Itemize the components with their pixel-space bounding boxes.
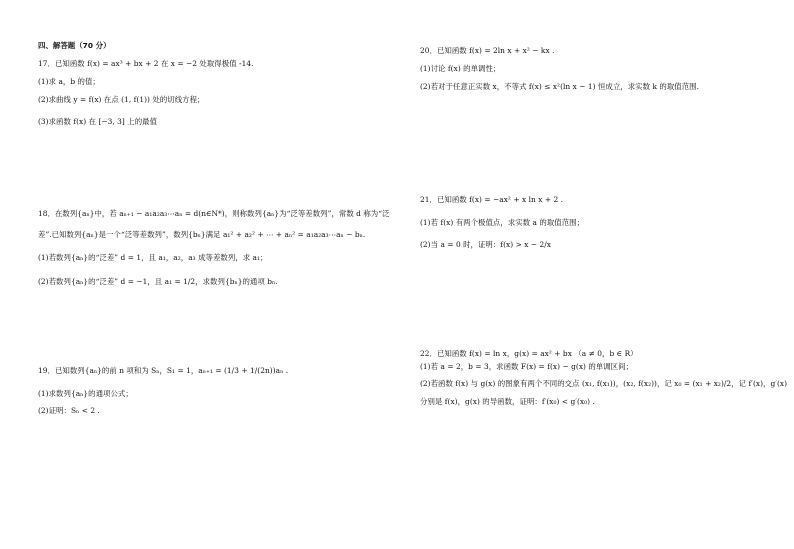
q17-part1: (1)求 a，b 的值； bbox=[38, 77, 100, 86]
q22-part1: (1)若 a = 2，b = 3，求函数 F(x) = f(x) − g(x) 的单调区间； bbox=[420, 362, 634, 371]
q18-stem-line2: 差”.已知数列{aₙ}是一个“泛等差数列”，数列{bₙ}满足 a₁² + a₂² + ⋯ + aₙ² = a₁a₂a₃⋯aₙ − bₙ. bbox=[38, 230, 366, 239]
q20-stem: 20．已知函数 f(x) = 2ln x + x² − kx . bbox=[420, 46, 555, 55]
section-heading: 四、解答题（70 分） bbox=[38, 41, 111, 50]
q17-stem: 17．已知函数 f(x) = ax³ + bx + 2 在 x = −2 处取得极值 -14. bbox=[38, 59, 254, 68]
q21-part2: (2)当 a = 0 时，证明：f(x) > x − 2/x bbox=[420, 240, 551, 249]
q17-part3: (3)求函数 f(x) 在 [−3, 3] 上的最值 bbox=[38, 117, 158, 126]
q17-part2: (2)求曲线 y = f(x) 在点 (1, f(1)) 处的切线方程； bbox=[38, 95, 205, 104]
q19-part1: (1)求数列{aₙ}的通项公式； bbox=[38, 389, 133, 398]
q18-part1: (1)若数列{aₙ}的“泛差” d = 1，且 a₁，a₂，a₃ 成等差数列，求 a₁； bbox=[38, 253, 268, 262]
q22-stem: 22．已知函数 f(x) = ln x，g(x) = ax² + bx （a ≠ 0，b ∈ R） bbox=[420, 349, 638, 358]
q19-stem: 19．已知数列{aₙ}的前 n 项和为 Sₙ，S₁ = 1，aₙ₊₁ = (1/3 + 1/(2n))aₙ . bbox=[38, 366, 289, 375]
q22-part2-line2: 分别是 f(x)，g(x) 的导函数，证明：f′(x₀) < g′(x₀) . bbox=[420, 397, 595, 406]
q18-stem-line1: 18．在数列{aₙ}中，若 aₙ₊₁ − a₁a₂a₃⋯aₙ = d(n∈N*)，则称数列{aₙ}为“泛等差数列”，常数 d 称为“泛 bbox=[38, 209, 390, 218]
q21-part1: (1)若 f(x) 有两个极值点，求实数 a 的取值范围； bbox=[420, 218, 585, 227]
q20-part1: (1)讨论 f(x) 的单调性； bbox=[420, 64, 501, 73]
q18-part2: (2)若数列{aₙ}的“泛差” d = −1，且 a₁ = 1/2，求数列{bₙ}的通项 bₙ. bbox=[38, 277, 278, 286]
q19-part2: (2)证明：Sₙ < 2 . bbox=[38, 406, 100, 415]
q21-stem: 21．已知函数 f(x) = −ax² + x ln x + 2 . bbox=[420, 195, 564, 204]
q20-part2: (2)若对于任意正实数 x，不等式 f(x) ≤ x²(ln x − 1) 恒成立，求实数 k 的取值范围. bbox=[420, 82, 699, 91]
q22-part2-line1: (2)若函数 f(x) 与 g(x) 的图象有两个不同的交点 (x₁, f(x₁))，(x₂, f(x₂))，记 x₀ = (x₁ + x₂)/2，记 f′(x)，g′(x) bbox=[420, 379, 788, 388]
